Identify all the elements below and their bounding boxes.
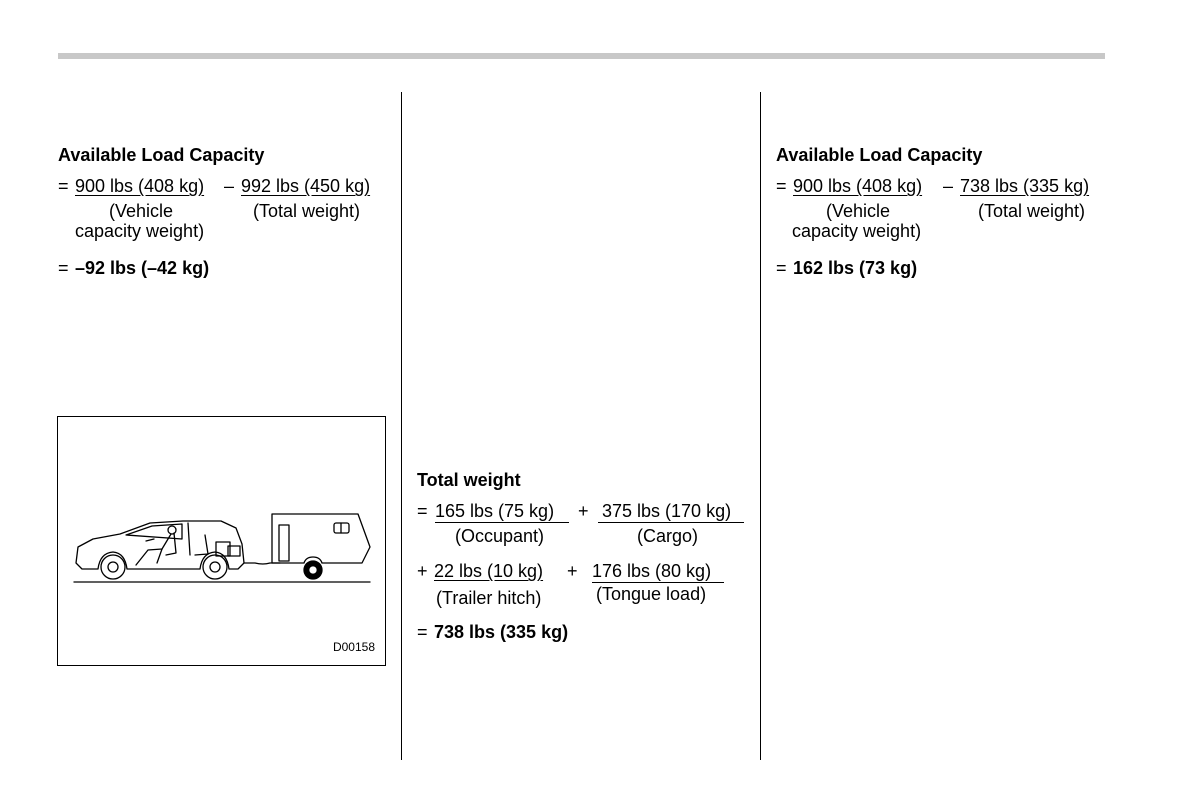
right-result-equals-sign: = [776,258,787,278]
figure-code: D00158 [332,640,375,654]
figure-box [57,416,386,666]
middle-plus-sign-1: + [578,501,589,521]
left-heading: Available Load Capacity [58,145,265,165]
right-caption-vehicle: (Vehicle [826,201,891,221]
left-caption-vehicle: (Vehicle [109,201,174,221]
middle-term-occupant: 165 lbs (75 kg) [435,501,555,521]
header-rule [58,53,1105,59]
middle-plus-sign-2: + [417,561,428,581]
left-result-equals-sign: = [58,258,69,278]
middle-term-cargo: 375 lbs (170 kg) [602,501,732,521]
column-divider-right [760,92,761,760]
vehicle-towing-trailer-icon [58,417,385,665]
right-heading: Available Load Capacity [776,145,983,165]
right-result: 162 lbs (73 kg) [793,258,918,278]
middle-term-trailer-hitch: 22 lbs (10 kg) [434,561,544,581]
left-result: –92 lbs (–42 kg) [75,258,210,278]
right-term-vehicle-capacity: 900 lbs (408 kg) [793,176,923,196]
right-term-total-weight: 738 lbs (335 kg) [960,176,1090,196]
right-minus-sign: – [943,176,954,196]
right-equals-sign: = [776,176,787,196]
middle-result: 738 lbs (335 kg) [434,622,569,642]
middle-result-equals-sign: = [417,622,428,642]
middle-caption-cargo: (Cargo) [637,526,699,546]
middle-plus-sign-3: + [567,561,578,581]
middle-equals-sign: = [417,501,428,521]
middle-tongue-rule [592,582,724,583]
left-equals-sign: = [58,176,69,196]
left-caption-capacity-weight: capacity weight) [75,221,205,241]
middle-occupant-rule [435,522,569,523]
middle-caption-tongue-load: (Tongue load) [596,584,707,604]
middle-heading: Total weight [417,470,521,490]
middle-caption-trailer-hitch: (Trailer hitch) [436,588,542,608]
left-caption-total-weight: (Total weight) [253,201,361,221]
middle-caption-occupant: (Occupant) [455,526,545,546]
left-term-total-weight: 992 lbs (450 kg) [241,176,371,196]
left-term-vehicle-capacity: 900 lbs (408 kg) [75,176,205,196]
left-minus-sign: – [224,176,235,196]
middle-term-tongue-load: 176 lbs (80 kg) [592,561,712,581]
right-caption-capacity-weight: capacity weight) [792,221,922,241]
right-caption-total-weight: (Total weight) [978,201,1086,221]
middle-cargo-rule [598,522,744,523]
column-divider-left [401,92,402,760]
